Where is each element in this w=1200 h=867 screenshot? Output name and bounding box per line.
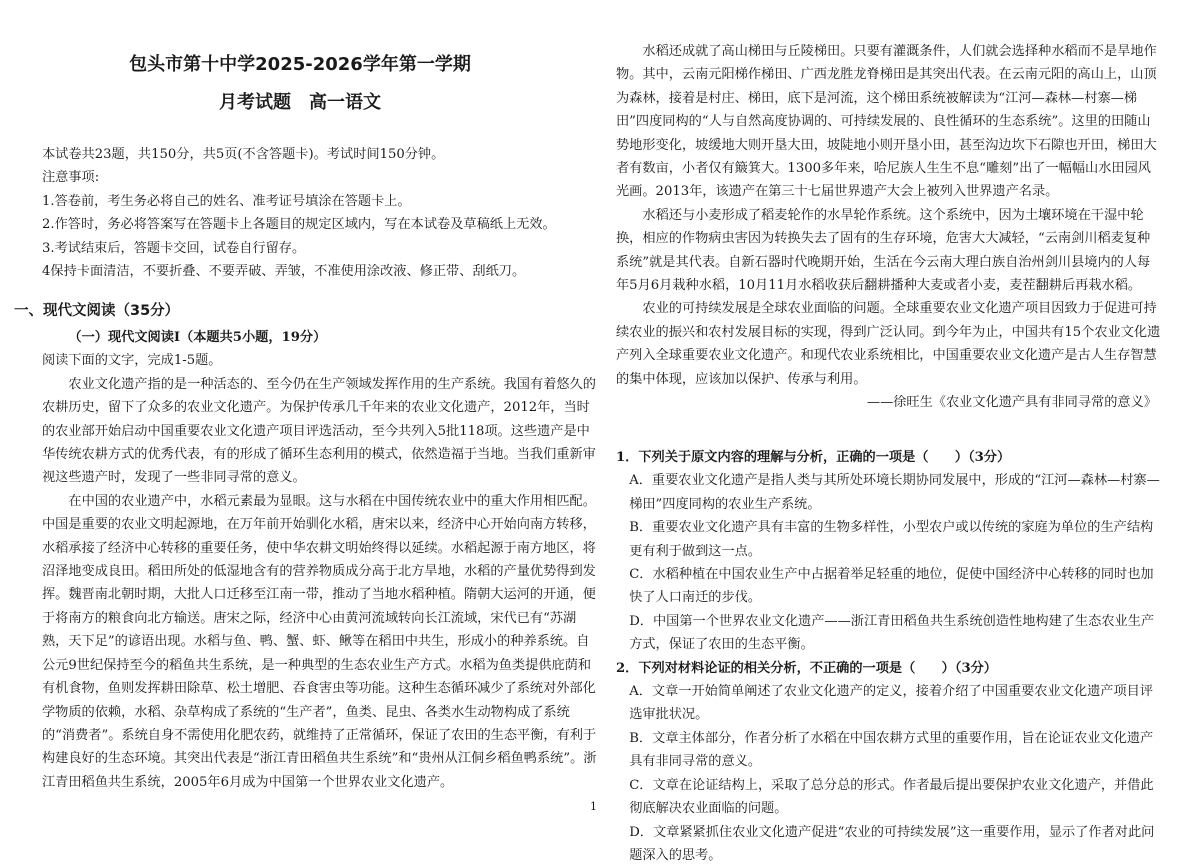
section-heading: 一、现代文阅读（35分） bbox=[14, 300, 600, 323]
question-1-option-a: A．重要农业文化遗产是指人类与其所处环境长期协同发展中，形成的“江河—森林—村寨—梯田”四度同构的农业生产系统。 bbox=[616, 469, 1161, 516]
passage-left bbox=[42, 326, 600, 794]
note-3: 3.考试结束后，答题卡交回，试卷自行留存。 bbox=[42, 237, 600, 260]
question-2-option-b: B．文章主体部分，作者分析了水稻在中国农耕方式里的重要作用，旨在论证农业文化遗产具有非同寻常的意义。 bbox=[616, 727, 1161, 774]
exam-title-line2: 月考试题 高一语文 bbox=[0, 88, 600, 114]
questions bbox=[616, 446, 1161, 867]
question-1-option-d: D．中国第一个世界农业文化遗产——浙江青田稻鱼共生系统创造性地构建了生态农业生产方式，保证了农田的生态平衡。 bbox=[616, 610, 1161, 657]
reading-instruction: 阅读下面的文字，完成1-5题。 bbox=[42, 349, 600, 372]
note-1: 1.答卷前，考生务必将自己的姓名、准考证号填涂在答题卡上。 bbox=[42, 190, 600, 213]
question-1-option-c: C．水稻种植在中国农业生产中占据着举足轻重的地位，促使中国经济中心转移的同时也加快了人口南迁的步伐。 bbox=[616, 563, 1161, 610]
exam-info: 本试卷共23题，共150分，共5页(不含答题卡)。考试时间150分钟。 bbox=[42, 143, 600, 166]
question-1-stem: 1．下列关于原文内容的理解与分析，正确的一项是（ ）（3分） bbox=[616, 446, 1161, 469]
passage-paragraph-3: 水稻还成就了高山梯田与丘陵梯田。只要有灌溉条件，人们就会选择种水稻而不是旱地作物。其中，云南元阳梯作梯田、广西龙胜龙脊梯田是其突出代表。在云南元阳的高山上，山顶为森林，接着是村庄、梯田，底下是河流，这个梯田系统被解读为“江河—森林—村寨—梯田”四度同构的“人与自然高度协调的、可持续发展的、良性循环的生态系统”。这里的田随山势地形变化，坡缓地大则开垦大田，坡陡地小则开垦小田，甚至沟边坎下石隙也开田，梯田大者有数亩，小者仅有簸箕大。1300多年来，哈尼族人生生不息“雕刻”出了一幅幅山水田园风光画。2013年，该遗产在第三十七届世界遗产大会上被列入世界遗产名录。 bbox=[616, 40, 1161, 204]
notice-label: 注意事项: bbox=[42, 166, 600, 189]
question-2-option-d: D．文章紧紧抓住农业文化遗产促进“农业的可持续发展”这一重要作用，显示了作者对此问题深入的思考。 bbox=[616, 821, 1161, 867]
passage-paragraph-4: 水稻还与小麦形成了稻麦轮作的水旱轮作系统。这个系统中，因为土壤环境在干湿中轮换，相应的作物病虫害因为转换失去了固有的生存环境，危害大大减轻，“云南剑川稻麦复种系统”就是其代表。自新石器时代晚期开始，生活在今云南大理白族自治州剑川县境内的人每年5月6月栽种水稻，10月11月水稻收获后翻耕播种大麦或者小麦，麦茬翻耕后再栽水稻。 bbox=[616, 204, 1161, 298]
page-number: 1 bbox=[590, 800, 597, 813]
note-4: 4保持卡面清洁，不要折叠、不要弄破、弄皱，不准使用涂改液、修正带、刮纸刀。 bbox=[42, 260, 600, 283]
question-1-option-b: B．重要农业文化遗产具有丰富的生物多样性，小型农户或以传统的家庭为单位的生产结构更有利于做到这一点。 bbox=[616, 516, 1161, 563]
section1-heading-wrap bbox=[14, 300, 600, 323]
passage-source: ——徐旺生《农业文化遗产具有非同寻常的意义》 bbox=[616, 391, 1161, 414]
question-2-stem: 2．下列对材料论证的相关分析，不正确的一项是（ ）（3分） bbox=[616, 657, 1161, 680]
passage-right bbox=[616, 40, 1161, 415]
question-2-option-a: A．文章一开始简单阐述了农业文化遗产的定义，接着介绍了中国重要农业文化遗产项目评选审批状况。 bbox=[616, 680, 1161, 727]
passage-paragraph-1: 农业文化遗产指的是一种活态的、至今仍在生产领域发挥作用的生产系统。我国有着悠久的农耕历史，留下了众多的农业文化遗产。为保护传承几千年来的农业文化遗产，2012年，当时的农业部开始启动中国重要农业文化遗产项目评选活动，至今共列入5批118项。这些遗产是中华传统农耕方式的优秀代表，有的形成了循环生态利用的模式，依然造福于当地。当我们重新审视这些遗产时，发现了一些非同寻常的意义。 bbox=[42, 373, 600, 490]
subsection-heading: （一）现代文阅读Ⅰ（本题共5小题，19分） bbox=[42, 326, 600, 349]
note-2: 2.作答时，务必将答案写在答题卡上各题目的规定区域内，写在本试卷及草稿纸上无效。 bbox=[42, 213, 600, 236]
passage-paragraph-2: 在中国的农业遗产中，水稻元素最为显眼。这与水稻在中国传统农业中的重大作用相匹配。中国是重要的农业文明起源地，在万年前开始驯化水稻，唐宋以来，经济中心开始向南方转移，水稻承接了经济中心转移的重要任务，使中华农耕文明始终得以延续。水稻起源于南方地区，将沼泽地变成良田。稻田所处的低湿地含有的营养物质成分高于北方旱地，水稻的产量优势得到发挥。魏晋南北朝时期，大批人口迁移至江南一带，推动了当地水稻种植。隋朝大运河的开通，便于将南方的粮食向北方输送。唐宋之际，经济中心由黄河流域转向长江流域，宋代已有“苏湖熟，天下足”的谚语出现。水稻与鱼、鸭、蟹、虾、鳅等在稻田中共生，形成小的种养系统。自公元9世纪保持至今的稻鱼共生系统，是一种典型的生态农业生产方式。水稻为鱼类提供庇荫和有机食物，鱼则发挥耕田除草、松土增肥、吞食害虫等功能。这种生态循环减少了系统对外部化学物质的依赖，水稻、杂草构成了系统的“生产者”，鱼类、昆虫、各类水生动物构成了系统的“消费者”。系统自身不需使用化肥农药，就维持了正常循环，保证了农田的生态平衡，有利于构建良好的生态环境。其突出代表是“浙江青田稻鱼共生系统”和“贵州从江侗乡稻鱼鸭系统”。浙江青田稻鱼共生系统，2005年6月成为中国第一个世界农业文化遗产。 bbox=[42, 490, 600, 794]
exam-intro bbox=[42, 143, 600, 283]
exam-title-line1: 包头市第十中学2025-2026学年第一学期 bbox=[0, 50, 600, 76]
question-2-option-c: C．文章在论证结构上，采取了总分总的形式。作者最后提出要保护农业文化遗产，并借此彻底解决农业面临的问题。 bbox=[616, 774, 1161, 821]
passage-paragraph-5: 农业的可持续发展是全球农业面临的问题。全球重要农业文化遗产项目因致力于促进可持续农业的振兴和农村发展目标的实现，得到广泛认同。到今年为止，中国共有15个农业文化遗产列入全球重要农业文化遗产。和现代农业系统相比，中国重要农业文化遗产是古人生存智慧的集中体现，应该加以保护、传承与利用。 bbox=[616, 297, 1161, 391]
